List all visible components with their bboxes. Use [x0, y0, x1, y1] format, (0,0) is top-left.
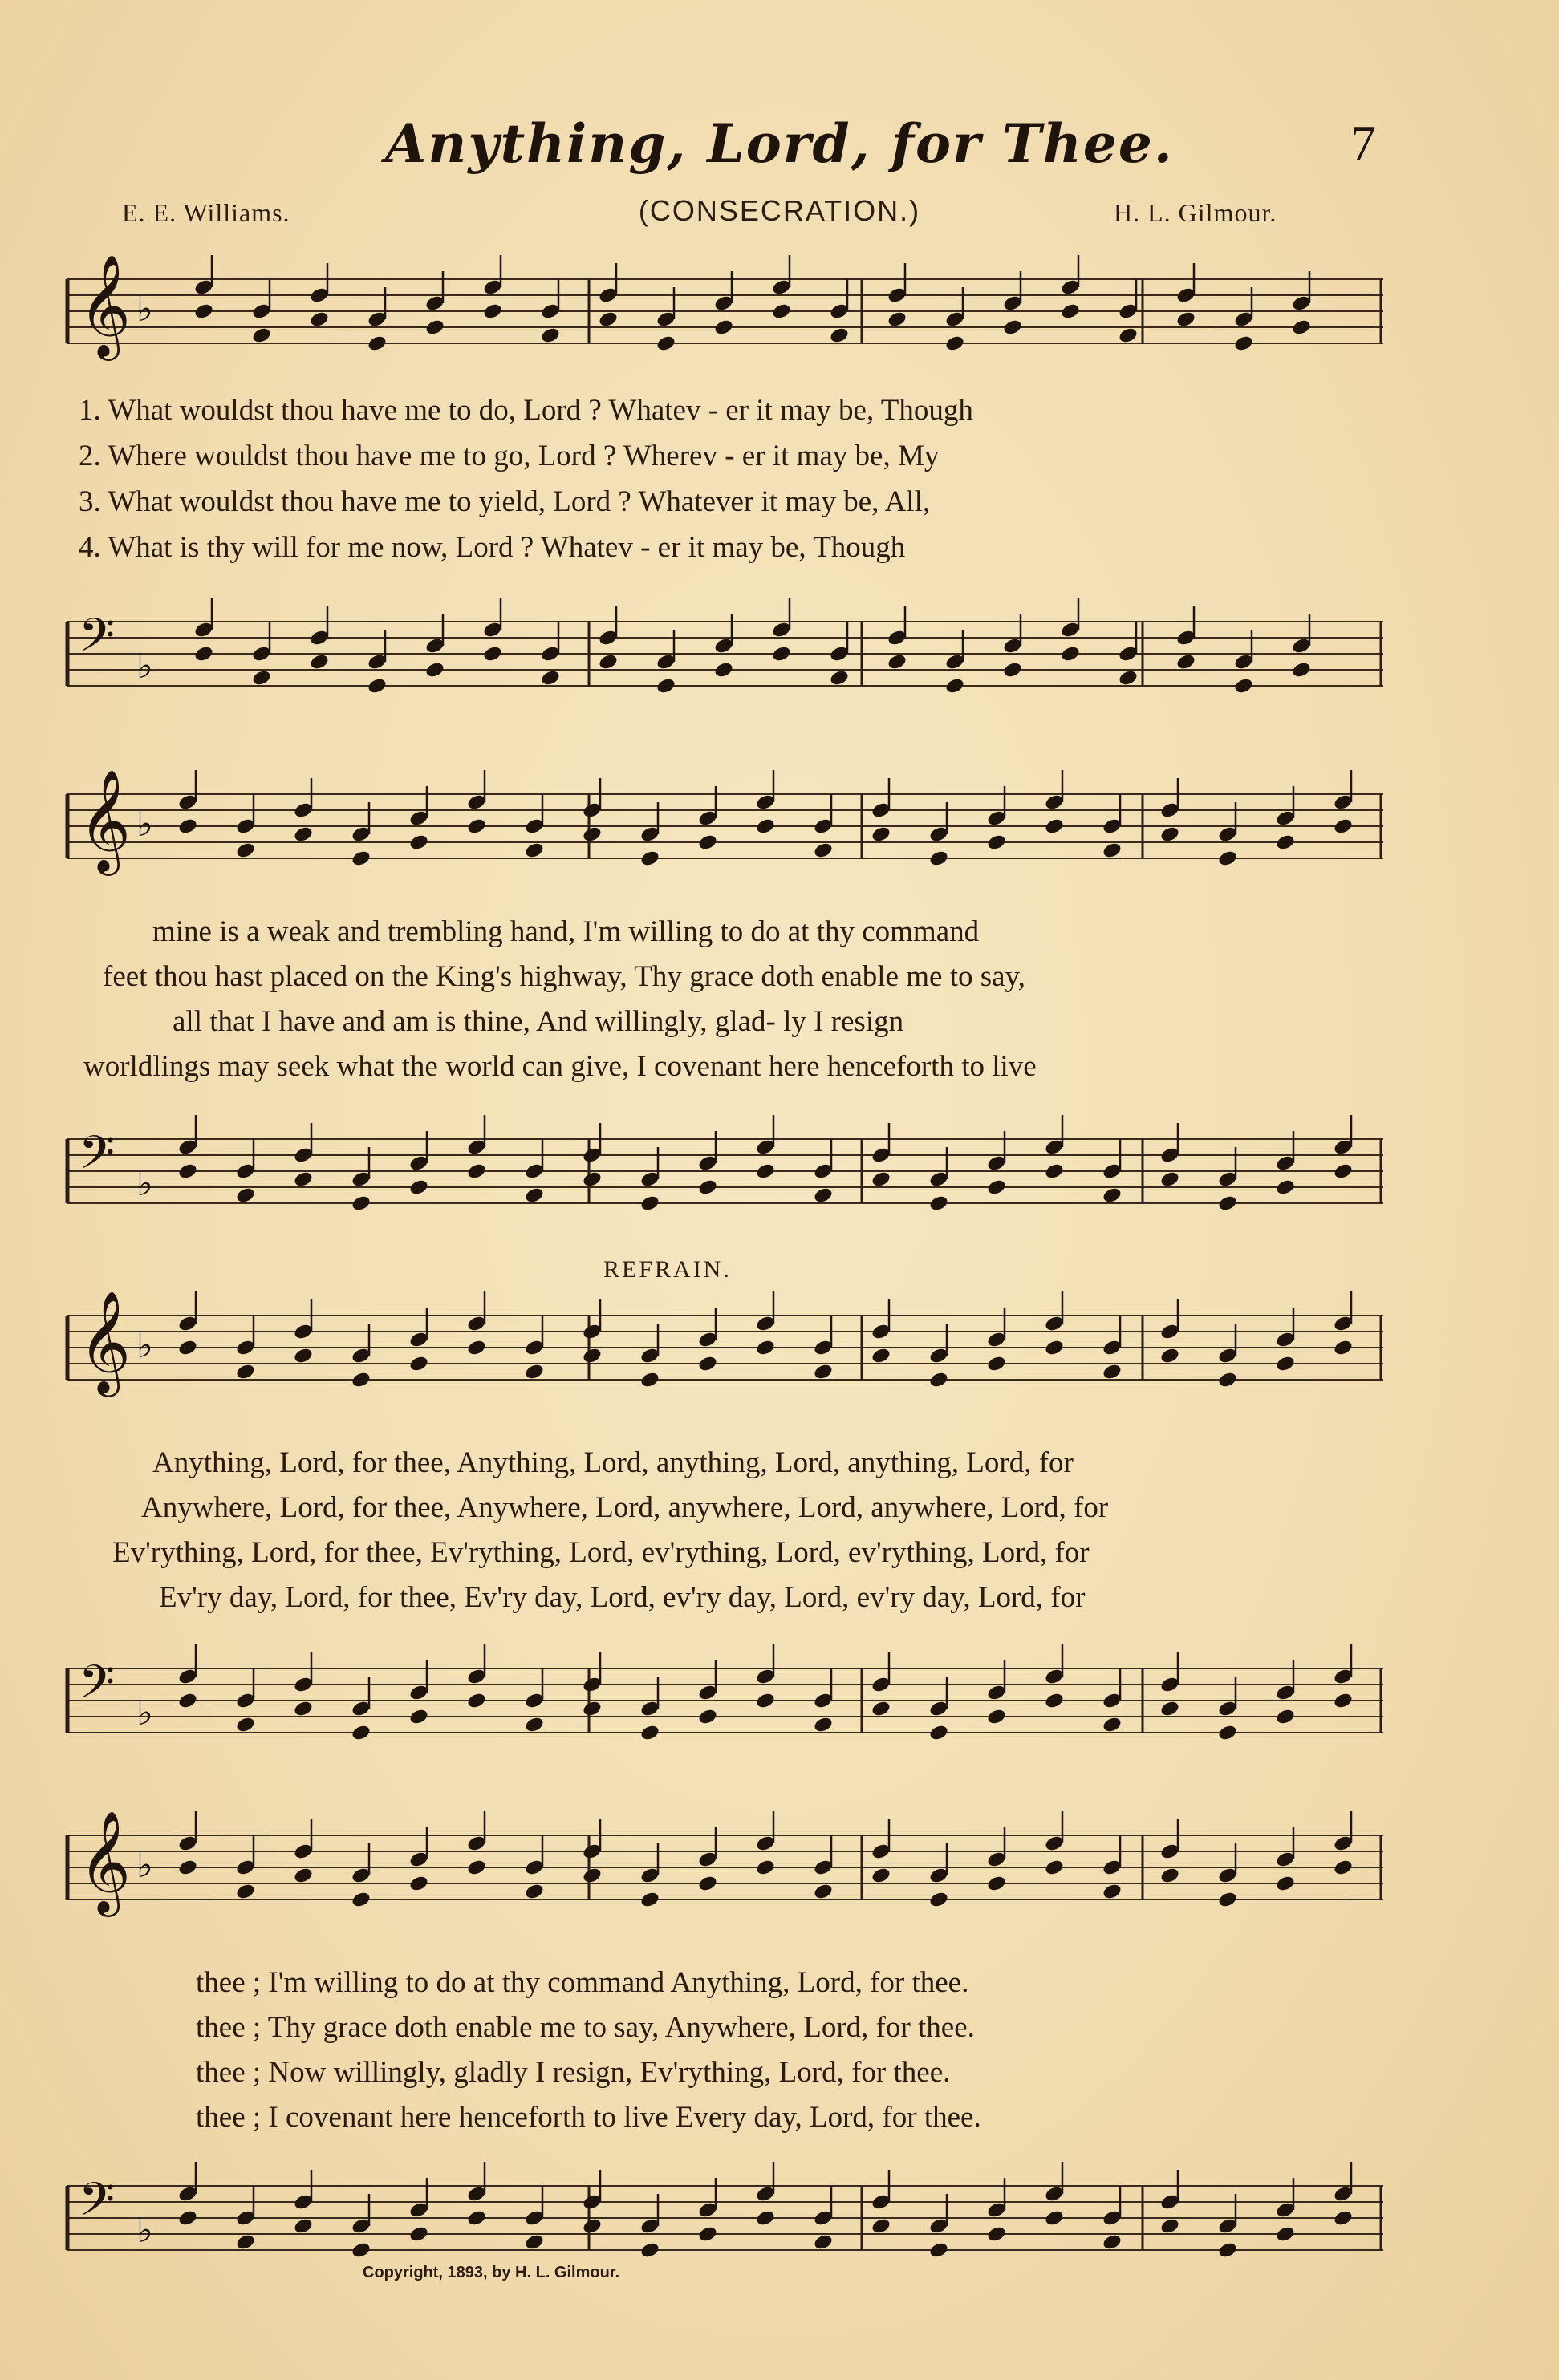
- note-head: [177, 1692, 198, 1710]
- bass-clef-icon: 𝄢: [79, 2172, 116, 2238]
- note-head: [887, 310, 907, 329]
- note-head: [813, 2233, 834, 2252]
- note-head: [829, 669, 850, 687]
- bass-staff-3: [67, 1628, 1383, 1765]
- note-head: [1044, 817, 1065, 836]
- note-head: [424, 661, 445, 679]
- note-head: [1275, 1355, 1296, 1373]
- lyric-line: Anything, Lord, for thee, Anything, Lord, anything, Lord, anything, Lord, for: [152, 1446, 1074, 1479]
- note-head: [1333, 1859, 1354, 1877]
- lyric-line: 3. What wouldst thou have me to yield, Lord ? Whatever it may be, All,: [79, 485, 931, 518]
- note-head: [755, 2209, 776, 2228]
- note-head: [177, 1162, 198, 1181]
- note-head: [871, 1700, 891, 1718]
- note-head: [1217, 849, 1238, 868]
- note-head: [1118, 669, 1139, 687]
- note-head: [351, 1194, 371, 1213]
- note-head: [293, 825, 314, 844]
- note-head: [986, 1178, 1007, 1197]
- flat-icon: ♭: [136, 646, 153, 687]
- note-head: [177, 2209, 198, 2228]
- note-head: [713, 318, 734, 337]
- note-head: [1060, 302, 1081, 321]
- note-head: [193, 645, 214, 663]
- note-head: [367, 334, 388, 353]
- note-head: [1159, 1867, 1180, 1885]
- treble-staff-2: [67, 770, 1383, 882]
- note-head: [1217, 1371, 1238, 1389]
- treble-staff-1: [67, 255, 1383, 367]
- note-head: [582, 1867, 603, 1885]
- treble-staff-4: [67, 1811, 1383, 1932]
- note-head: [351, 1891, 371, 1909]
- note-head: [986, 1708, 1007, 1726]
- note-head: [639, 2241, 660, 2260]
- note-head: [928, 1891, 949, 1909]
- note-head: [1044, 1859, 1065, 1877]
- note-head: [235, 1883, 256, 1901]
- bass-staff-2: [67, 1099, 1383, 1235]
- author-credit: E. E. Williams.: [122, 198, 290, 227]
- note-head: [1044, 1692, 1065, 1710]
- lyric-line: thee ; I'm willing to do at thy command Anything, Lord, for thee.: [196, 1966, 969, 1999]
- note-head: [582, 1347, 603, 1365]
- note-head: [944, 334, 965, 353]
- note-head: [1217, 1891, 1238, 1909]
- note-head: [1291, 661, 1312, 679]
- note-head: [598, 310, 619, 329]
- bass-staff-1: [67, 582, 1383, 718]
- note-head: [1044, 1339, 1065, 1357]
- note-head: [771, 645, 792, 663]
- lyric-line: thee ; Thy grace doth enable me to say, Anywhere, Lord, for thee.: [196, 2011, 975, 2044]
- note-head: [1291, 318, 1312, 337]
- note-head: [871, 825, 891, 844]
- note-head: [871, 2217, 891, 2236]
- note-head: [986, 1875, 1007, 1893]
- note-head: [293, 1700, 314, 1718]
- note-head: [235, 841, 256, 860]
- note-head: [1159, 1700, 1180, 1718]
- note-head: [871, 1170, 891, 1189]
- note-head: [1159, 825, 1180, 844]
- note-head: [813, 1186, 834, 1205]
- hymn-subtitle: (CONSECRATION.): [638, 194, 921, 227]
- note-head: [482, 645, 503, 663]
- note-head: [1175, 653, 1196, 671]
- bass-clef-icon: 𝄢: [79, 608, 116, 674]
- note-head: [928, 2241, 949, 2260]
- hymn-title: Anything, Lord, for Thee.: [385, 112, 1174, 175]
- note-head: [871, 1867, 891, 1885]
- bass-clef-icon: 𝄢: [79, 1655, 116, 1721]
- note-head: [408, 1875, 429, 1893]
- note-head: [1002, 318, 1023, 337]
- note-head: [408, 1178, 429, 1197]
- note-head: [1217, 1194, 1238, 1213]
- note-head: [367, 677, 388, 695]
- note-head: [1233, 334, 1254, 353]
- note-head: [639, 1891, 660, 1909]
- page-number: 7: [1350, 115, 1376, 172]
- note-head: [351, 1371, 371, 1389]
- lyric-line: thee ; Now willingly, gladly I resign, Ev'rything, Lord, for thee.: [196, 2056, 951, 2089]
- note-head: [755, 817, 776, 836]
- note-head: [177, 1859, 198, 1877]
- note-head: [1217, 2241, 1238, 2260]
- note-head: [408, 1708, 429, 1726]
- note-head: [986, 833, 1007, 852]
- note-head: [1275, 833, 1296, 852]
- lyric-line: feet thou hast placed on the King's highway, Thy grace doth enable me to say,: [103, 960, 1025, 993]
- note-head: [524, 841, 545, 860]
- note-head: [656, 334, 676, 353]
- note-head: [887, 653, 907, 671]
- note-head: [235, 1186, 256, 1205]
- note-head: [944, 677, 965, 695]
- flat-icon: ♭: [136, 1325, 153, 1366]
- lyric-line: Ev'ry day, Lord, for thee, Ev'ry day, Lord, ev'ry day, Lord, ev'ry day, Lord, for: [159, 1581, 1086, 1614]
- lyric-line: worldlings may seek what the world can give, I covenant here henceforth to live: [83, 1050, 1037, 1083]
- note-head: [1002, 661, 1023, 679]
- note-head: [408, 1355, 429, 1373]
- note-head: [697, 833, 718, 852]
- note-head: [986, 1355, 1007, 1373]
- bass-clef-icon: 𝄢: [79, 1125, 116, 1191]
- note-head: [466, 2209, 487, 2228]
- note-head: [1102, 2233, 1123, 2252]
- note-head: [1175, 310, 1196, 329]
- note-head: [1102, 1363, 1123, 1381]
- note-head: [871, 1347, 891, 1365]
- note-head: [1275, 2225, 1296, 2244]
- note-head: [697, 1875, 718, 1893]
- note-head: [697, 1178, 718, 1197]
- note-head: [813, 841, 834, 860]
- note-head: [251, 669, 272, 687]
- note-head: [639, 849, 660, 868]
- note-head: [1159, 1170, 1180, 1189]
- note-head: [1118, 326, 1139, 345]
- note-head: [351, 849, 371, 868]
- flat-icon: ♭: [136, 804, 153, 845]
- note-head: [928, 1724, 949, 1742]
- note-head: [582, 1170, 603, 1189]
- treble-staff-3: [67, 1291, 1383, 1412]
- note-head: [928, 849, 949, 868]
- flat-icon: ♭: [136, 1693, 153, 1733]
- note-head: [813, 1716, 834, 1734]
- note-head: [424, 318, 445, 337]
- lyric-line: thee ; I covenant here henceforth to live Every day, Lord, for thee.: [196, 2101, 981, 2134]
- note-head: [466, 1692, 487, 1710]
- note-head: [540, 326, 561, 345]
- treble-clef-icon: 𝄞: [79, 1290, 132, 1393]
- note-head: [1275, 1708, 1296, 1726]
- note-head: [482, 302, 503, 321]
- note-head: [524, 1716, 545, 1734]
- lyric-line: mine is a weak and trembling hand, I'm willing to do at thy command: [152, 915, 980, 948]
- note-head: [235, 1363, 256, 1381]
- note-head: [524, 1186, 545, 1205]
- flat-icon: ♭: [136, 1845, 153, 1886]
- note-head: [293, 1170, 314, 1189]
- flat-icon: ♭: [136, 1163, 153, 1204]
- note-head: [408, 2225, 429, 2244]
- note-head: [1159, 1347, 1180, 1365]
- note-head: [1102, 1186, 1123, 1205]
- lyric-line: Ev'rything, Lord, for thee, Ev'rything, Lord, ev'rything, Lord, ev'rything, Lord, for: [112, 1536, 1090, 1569]
- note-head: [1102, 1883, 1123, 1901]
- note-head: [1333, 817, 1354, 836]
- note-head: [813, 1883, 834, 1901]
- note-head: [697, 2225, 718, 2244]
- refrain-label: REFRAIN.: [603, 1256, 732, 1283]
- lyric-line: 1. What wouldst thou have me to do, Lord ? Whatev - er it may be, Though: [79, 394, 973, 427]
- lyric-line: all that I have and am is thine, And willingly, glad- ly I resign: [173, 1005, 904, 1038]
- note-head: [656, 677, 676, 695]
- treble-clef-icon: 𝄞: [79, 768, 132, 871]
- note-head: [309, 653, 330, 671]
- note-head: [524, 1883, 545, 1901]
- note-head: [524, 2233, 545, 2252]
- lyric-line: 2. Where wouldst thou have me to go, Lord ? Wherev - er it may be, My: [79, 440, 940, 472]
- note-head: [1102, 841, 1123, 860]
- note-head: [1333, 1339, 1354, 1357]
- note-head: [1217, 1724, 1238, 1742]
- note-head: [193, 302, 214, 321]
- note-head: [582, 1700, 603, 1718]
- note-head: [309, 310, 330, 329]
- note-head: [639, 1724, 660, 1742]
- note-head: [755, 1339, 776, 1357]
- note-head: [177, 1339, 198, 1357]
- note-head: [697, 1708, 718, 1726]
- note-head: [1044, 1162, 1065, 1181]
- note-head: [293, 1347, 314, 1365]
- note-head: [986, 2225, 1007, 2244]
- note-head: [293, 2217, 314, 2236]
- note-head: [582, 825, 603, 844]
- note-head: [235, 2233, 256, 2252]
- note-head: [466, 1162, 487, 1181]
- note-head: [351, 2241, 371, 2260]
- note-head: [813, 1363, 834, 1381]
- note-head: [235, 1716, 256, 1734]
- note-head: [755, 1692, 776, 1710]
- note-head: [928, 1371, 949, 1389]
- note-head: [293, 1867, 314, 1885]
- note-head: [1333, 1162, 1354, 1181]
- note-head: [1102, 1716, 1123, 1734]
- note-head: [177, 817, 198, 836]
- note-head: [1275, 1178, 1296, 1197]
- note-head: [639, 1371, 660, 1389]
- note-head: [755, 1162, 776, 1181]
- note-head: [755, 1859, 776, 1877]
- treble-clef-icon: 𝄞: [79, 1810, 132, 1912]
- note-head: [1060, 645, 1081, 663]
- note-head: [1333, 1692, 1354, 1710]
- note-head: [697, 1355, 718, 1373]
- note-head: [466, 817, 487, 836]
- note-head: [466, 1859, 487, 1877]
- note-head: [598, 653, 619, 671]
- flat-icon: ♭: [136, 2210, 153, 2251]
- note-head: [1275, 1875, 1296, 1893]
- flat-icon: ♭: [136, 289, 153, 330]
- note-head: [524, 1363, 545, 1381]
- note-head: [771, 302, 792, 321]
- bass-staff-4: [67, 2146, 1383, 2282]
- copyright-notice: Copyright, 1893, by H. L. Gilmour.: [363, 2264, 620, 2281]
- composer-credit: H. L. Gilmour.: [1114, 198, 1277, 227]
- note-head: [1044, 2209, 1065, 2228]
- treble-clef-icon: 𝄞: [79, 253, 132, 356]
- note-head: [928, 1194, 949, 1213]
- note-head: [582, 2217, 603, 2236]
- note-head: [251, 326, 272, 345]
- note-head: [639, 1194, 660, 1213]
- note-head: [540, 669, 561, 687]
- note-head: [466, 1339, 487, 1357]
- note-head: [1333, 2209, 1354, 2228]
- note-head: [408, 833, 429, 852]
- note-head: [1159, 2217, 1180, 2236]
- note-head: [829, 326, 850, 345]
- note-head: [351, 1724, 371, 1742]
- lyric-line: Anywhere, Lord, for thee, Anywhere, Lord, anywhere, Lord, anywhere, Lord, for: [141, 1491, 1109, 1524]
- lyric-line: 4. What is thy will for me now, Lord ? Whatev - er it may be, Though: [79, 531, 906, 564]
- note-head: [1233, 677, 1254, 695]
- note-head: [713, 661, 734, 679]
